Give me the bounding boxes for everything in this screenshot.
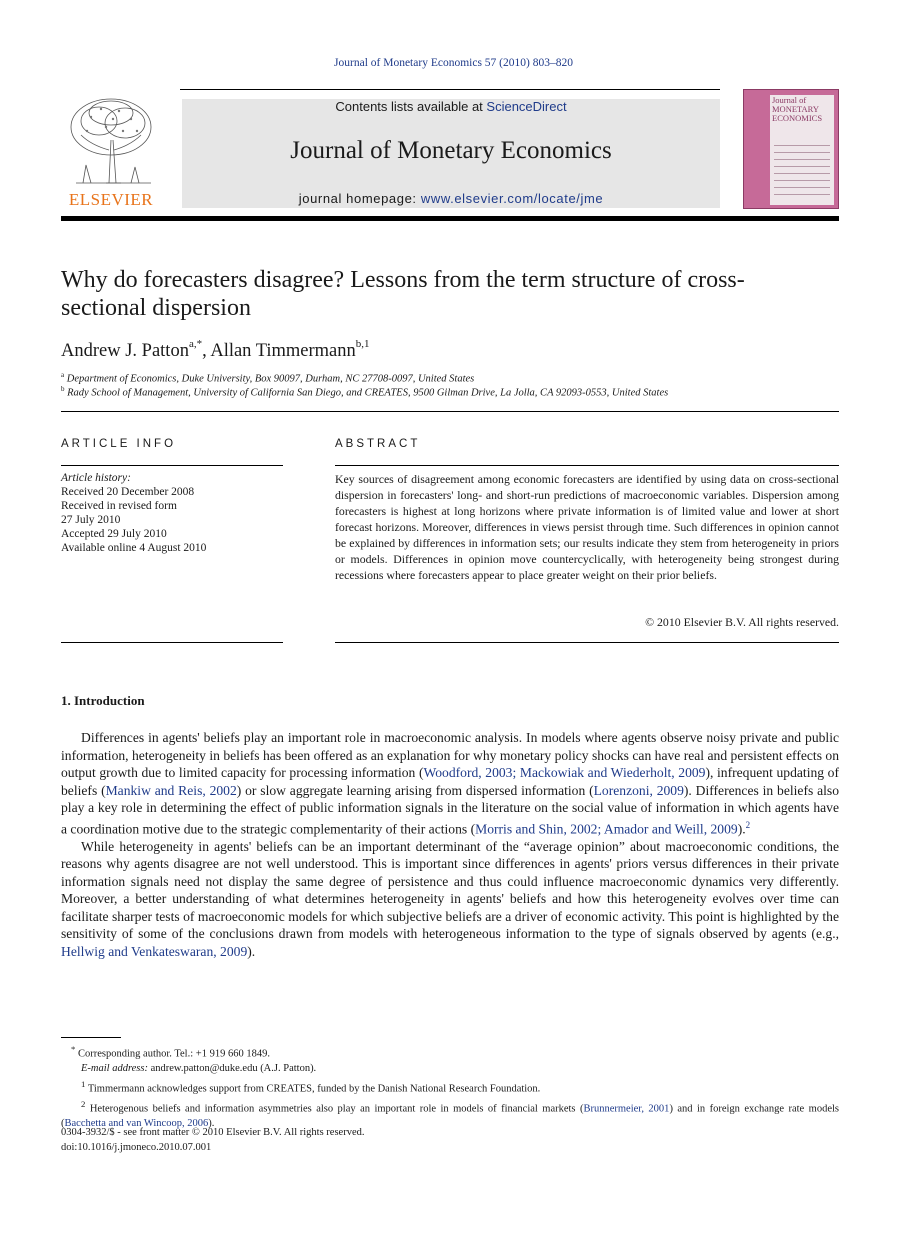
article-info-bottom-rule xyxy=(61,642,283,643)
cite-morris-shin-amador-weill[interactable]: Morris and Shin, 2002; Amador and Weill, 2009 xyxy=(475,821,738,837)
affiliation-a-mark: a xyxy=(61,371,65,379)
cover-line xyxy=(774,187,830,188)
author-patton-mark[interactable]: a,* xyxy=(188,338,203,350)
abstract-bottom-rule xyxy=(335,642,839,643)
history-revised-date: 27 July 2010 xyxy=(61,514,121,526)
cover-line xyxy=(774,180,830,181)
cite-lorenzoni[interactable]: Lorenzoni, 2009 xyxy=(593,782,684,798)
footnote-rule xyxy=(61,1037,121,1038)
article-history-label: Article history: xyxy=(61,472,131,484)
cite-brunnermeier[interactable]: Brunnermeier, 2001 xyxy=(583,1103,670,1114)
author-timmermann-mark[interactable]: b,1 xyxy=(355,338,370,350)
fn2-text-1: Heterogenous beliefs and information asymmetries also play an important role in models of financial markets ( xyxy=(89,1103,584,1114)
masthead-top-rule xyxy=(180,89,720,90)
footnotes xyxy=(61,1042,839,1131)
footnote-1-mark: 1 xyxy=(81,1078,86,1089)
cover-line xyxy=(774,173,830,174)
p1-text-2: ), infrequent updating of beliefs ( xyxy=(61,765,839,798)
affiliation-a xyxy=(61,371,474,385)
email-value[interactable]: andrew.patton@duke.edu (A.J. Patton). xyxy=(147,1063,317,1074)
introduction-body xyxy=(61,729,839,960)
history-accepted: Accepted 29 July 2010 xyxy=(61,528,167,540)
p1-text-1: Differences in agents' beliefs play an important role in macroeconomic analysis. In models where agents observe noisy private and public information, heterogeneity in beliefs has been offered as an explanation for why monetary policy shocks can have real and persistent effects on output growth due to limited capacity for processing information ( xyxy=(61,730,839,780)
author-separator: , xyxy=(202,341,211,361)
homepage-prefix: journal homepage: xyxy=(298,191,421,206)
affiliation-b-text: Rady School of Management, University of California San Diego, and CREATES, 9500 Gilman Drive, La Jolla, CA 92093-0553, United States xyxy=(67,387,669,399)
author-timmermann[interactable]: Allan Timmermann xyxy=(210,341,356,361)
intro-paragraph-1 xyxy=(61,729,839,838)
bottom-meta xyxy=(61,1126,364,1155)
fn2-text-2: ) and in foreign exchange rate models ( xyxy=(61,1103,839,1129)
p1-text-3: ) or slow aggregate learning arising from dispersed information ( xyxy=(236,782,594,798)
masthead-bottom-rule xyxy=(61,216,839,221)
history-received: Received 20 December 2008 xyxy=(61,486,195,498)
header-divider xyxy=(61,411,839,412)
cover-line xyxy=(774,194,830,195)
intro-paragraph-2 xyxy=(61,838,839,961)
footnote-1-text: Timmermann acknowledges support from CREATES, funded by the Danish National Research Foundation. xyxy=(87,1083,541,1094)
abstract-rule xyxy=(335,465,839,466)
fn2-text-3: ). xyxy=(208,1117,215,1129)
cite-bacchetta-van-wincoop[interactable]: Bacchetta and van Wincoop, 2006 xyxy=(64,1117,209,1129)
cite-hellwig-venkateswaran[interactable]: Hellwig and Venkateswaran, 2009 xyxy=(61,943,248,959)
journal-cover-thumbnail xyxy=(743,89,839,209)
author-line xyxy=(61,338,370,362)
issn-line: 0304-3932/$ - see front matter © 2010 Elsevier B.V. All rights reserved. xyxy=(61,1127,365,1138)
p1-text-5: ). xyxy=(737,821,746,837)
p2-text-2: ). xyxy=(247,943,256,959)
journal-citation-link[interactable]: Journal of Monetary Economics 57 (2010) 803–820 xyxy=(334,57,573,69)
cite-woodford-mackowiak[interactable]: Woodford, 2003; Mackowiak and Wiederholt, 2009 xyxy=(423,765,706,780)
cover-title: Journal of MONETARY ECONOMICS xyxy=(772,95,823,123)
journal-homepage-link[interactable]: www.elsevier.com/locate/jme xyxy=(420,191,604,206)
email-label: E-mail address: xyxy=(81,1063,148,1074)
p2-text-1: While heterogeneity in agents' beliefs can be an important determinant of the “average opinion” about macroeconomic conditions, the reasons why agents disagree are not well understood. This is important since differences in agents' priors versus differences in their private information signals need not display the same degree of persistence and thus could influence macroeconomic dynamics very differently. Moreover, a better understanding of what determines heterogeneity in agents' beliefs and how this heterogeneity evolves over time can facilitate sharper tests of macroeconomic models for which subjective beliefs are a driver of economic activity. This point is highlighted by the sensitivity of some of the conclusions drawn from models with heterogeneous information to the type of signals observed by agents (e.g., xyxy=(61,838,839,942)
author-patton[interactable]: Andrew J. Patton xyxy=(61,341,189,361)
introduction-heading: 1. Introduction xyxy=(61,693,145,708)
article-info-rule xyxy=(61,465,283,466)
footnote-star-mark: * xyxy=(71,1044,76,1054)
history-revised-label: Received in revised form xyxy=(61,500,177,512)
affiliation-b xyxy=(61,385,668,399)
abstract-copyright: © 2010 Elsevier B.V. All rights reserved. xyxy=(645,615,839,629)
doi-line[interactable]: doi:10.1016/j.jmoneco.2010.07.001 xyxy=(61,1141,212,1153)
cover-line xyxy=(774,166,830,167)
article-title: Why do forecasters disagree? Lessons from the term structure of cross-sectional dispersion xyxy=(61,267,745,321)
elsevier-wordmark: ELSEVIER xyxy=(68,190,154,209)
footnote-2-ref[interactable]: 2 xyxy=(745,819,751,830)
affiliation-b-mark: b xyxy=(61,385,65,393)
history-online: Available online 4 August 2010 xyxy=(61,542,207,554)
cover-line xyxy=(774,152,830,153)
footnote-1 xyxy=(61,1077,839,1097)
p1-text-4: ). Differences in beliefs also play a key role in determining the effect of public information signals in the literature on the social value of information in which agents have a coordination motive due to the strategic complementarity of their actions ( xyxy=(61,782,839,837)
footnote-email xyxy=(61,1062,839,1077)
cite-mankiw-reis[interactable]: Mankiw and Reis, 2002 xyxy=(105,782,237,798)
contents-line xyxy=(182,99,720,114)
contents-prefix: Contents lists available at xyxy=(335,99,487,114)
sciencedirect-link[interactable]: ScienceDirect xyxy=(486,99,567,114)
corresponding-text: Corresponding author. Tel.: +1 919 660 1849. xyxy=(78,1048,270,1060)
journal-name: Journal of Monetary Economics xyxy=(290,137,612,164)
homepage-line xyxy=(182,191,720,206)
tree-logo-icon xyxy=(61,95,161,190)
footnote-2-mark: 2 xyxy=(81,1098,86,1109)
cover-line xyxy=(774,159,830,160)
footnote-corresponding xyxy=(61,1042,839,1062)
abstract-text: Key sources of disagreement among economic forecasters are identified by using data on cross-sectional dispersion in forecasters' long- and short-run predictions of macroeconomic variables. Dispersion among forecasters is highest at long horizons where private information is of limited value and lower at short forecast horizons. Moreover, differences in views persist through time. Such differences in opinion cannot be explained by differences in information sets; our results indicate they stem from heterogeneity in priors or models. Differences in opinion move countercyclically, with heterogeneity being strongest during recessions where forecasters appear to place greater weight on their prior beliefs. xyxy=(335,472,839,582)
abstract-heading: ABSTRACT xyxy=(335,438,421,450)
cover-line xyxy=(774,145,830,146)
article-info-heading: ARTICLE INFO xyxy=(61,438,177,450)
affiliation-a-text: Department of Economics, Duke University, Box 90097, Durham, NC 27708-0097, United States xyxy=(66,373,475,385)
